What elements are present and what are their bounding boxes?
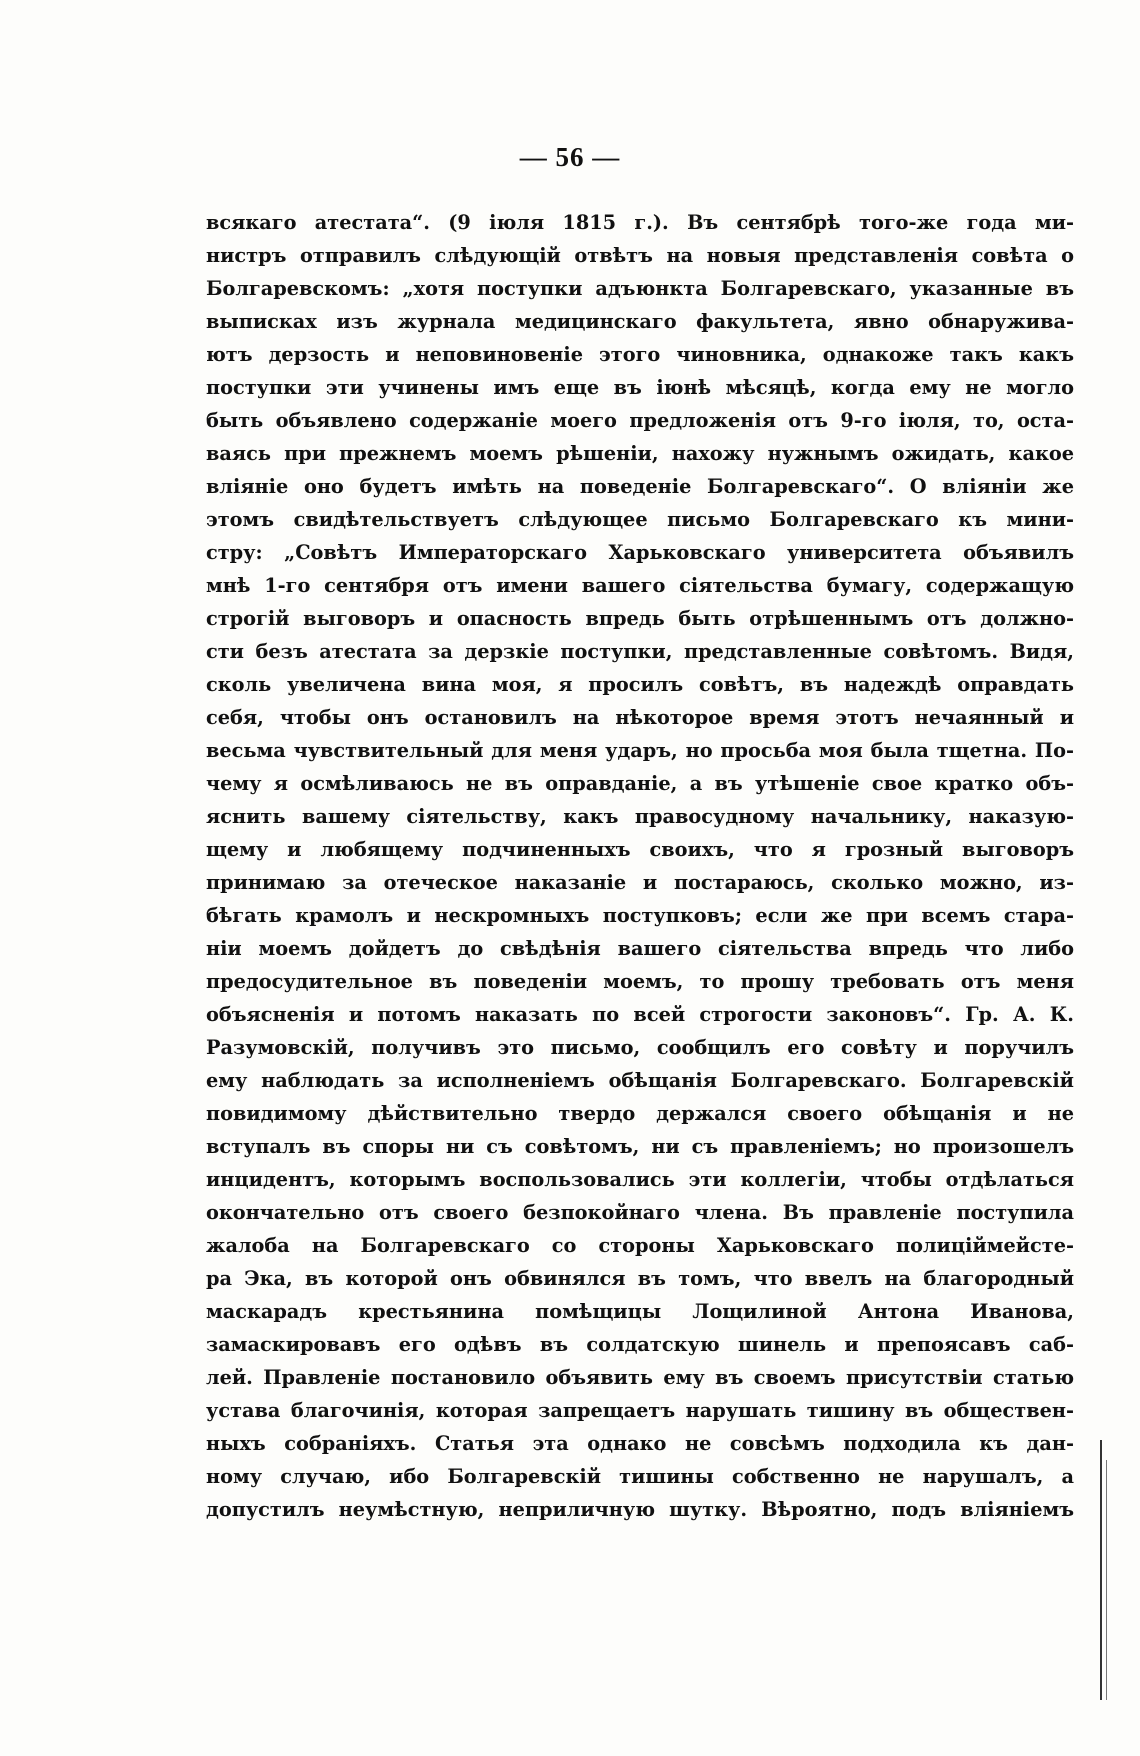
text-line: себя, чтобы онъ остановилъ на нѣкоторое время этотъ нечаянный и bbox=[206, 706, 1074, 729]
text-line: сколь увеличена вина моя, я просилъ совѣтъ, въ надеждѣ оправдать bbox=[206, 673, 1074, 696]
text-line: объясненiя и потомъ наказать по всей строгости законовъ“. Гр. А. К. bbox=[206, 1003, 1074, 1026]
text-line: строгiй выговоръ и опасность впредь быть отрѣшеннымъ отъ должно- bbox=[206, 607, 1074, 630]
text-line: вступалъ въ споры ни съ совѣтомъ, ни съ правленiемъ; но произошелъ bbox=[206, 1135, 1074, 1158]
text-line: всякаго атестата“. (9 iюля 1815 г.). Въ сентябрѣ того-же года ми- bbox=[206, 211, 1074, 234]
body-text bbox=[206, 206, 1074, 1526]
text-line: весьма чувствительный для меня ударъ, но просьба моя была тщетна. По- bbox=[206, 739, 1074, 762]
text-line: выписках изъ журнала медицинскаго факультета, явно обнаружива- bbox=[206, 310, 1074, 333]
text-line: этомъ свидѣтельствуетъ слѣдующее письмо Болгаревскаго къ мини- bbox=[206, 508, 1074, 531]
text-line: Болгаревскомъ: „хотя поступки адъюнкта Болгаревскаго, указанные въ bbox=[206, 277, 1074, 300]
text-line: чему я осмѣливаюсь не въ оправданiе, а въ утѣшенiе свое кратко объ- bbox=[206, 772, 1074, 795]
text-line: сти безъ атестата за дерзкiе поступки, представленные совѣтомъ. Видя, bbox=[206, 640, 1074, 663]
text-line: предосудительное въ поведенiи моемъ, то прошу требовать отъ меня bbox=[206, 970, 1074, 993]
text-line: маскарадъ крестьянина помѣщицы Лощилиной Антона Иванова, bbox=[206, 1300, 1074, 1323]
text-line: Разумовскiй, получивъ это письмо, сообщилъ его совѣту и поручилъ bbox=[206, 1036, 1074, 1059]
text-line: жалоба на Болгаревскаго со стороны Харьковскаго полицiймейсте- bbox=[206, 1234, 1074, 1257]
text-line: поступки эти учинены имъ еще въ iюнѣ мѣсяцѣ, когда ему не могло bbox=[206, 376, 1074, 399]
text-line: замаскировавъ его одѣвъ въ солдатскую шинель и препоясавъ саб- bbox=[206, 1333, 1074, 1356]
text-line: нистръ отправилъ слѣдующiй отвѣтъ на новыя представленiя совѣта о bbox=[206, 244, 1074, 267]
text-line: мнѣ 1-го сентября отъ имени вашего сiятельства бумагу, содержащую bbox=[206, 574, 1074, 597]
text-line: влiянiе оно будетъ имѣть на поведенiе Болгаревскаго“. О влiянiи же bbox=[206, 475, 1074, 498]
text-line: нiи моемъ дойдетъ до свѣдѣнiя вашего сiятельства впредь что либо bbox=[206, 937, 1074, 960]
text-line: окончательно отъ своего безпокойнаго члена. Въ правленiе поступила bbox=[206, 1201, 1074, 1224]
page-number: — 56 — bbox=[519, 142, 621, 172]
text-line: бѣгать крамолъ и нескромныхъ поступковъ; если же при всемъ стара- bbox=[206, 904, 1074, 927]
text-line: ныхъ собранiяхъ. Статья эта однако не совсѣмъ подходила къ дан- bbox=[206, 1432, 1074, 1455]
text-line: устава благочинiя, которая запрещаетъ нарушать тишину въ обществен- bbox=[206, 1399, 1074, 1422]
text-line: ваясь при прежнемъ моемъ рѣшенiи, нахожу нужнымъ ожидать, какое bbox=[206, 442, 1074, 465]
text-line: ному случаю, ибо Болгаревскiй тишины собственно не нарушалъ, а bbox=[206, 1465, 1074, 1488]
text-line: ра Эка, въ которой онъ обвинялся въ томъ, что ввелъ на благородный bbox=[206, 1267, 1074, 1290]
text-line: ютъ дерзость и неповиновенiе этого чиновника, однакоже такъ какъ bbox=[206, 343, 1074, 366]
text-line: инцидентъ, которымъ воспользовались эти коллегiи, чтобы отдѣлаться bbox=[206, 1168, 1074, 1191]
text-line: быть объявлено содержанiе моего предложенiя отъ 9-го iюля, то, оста- bbox=[206, 409, 1074, 432]
text-line: щему и любящему подчиненныхъ своихъ, что я грозный выговоръ bbox=[206, 838, 1074, 861]
text-line: ему наблюдать за исполненiемъ обѣщанiя Болгаревскаго. Болгаревскiй bbox=[206, 1069, 1074, 1092]
text-line: повидимому дѣйствительно твердо держался своего обѣщанiя и не bbox=[206, 1102, 1074, 1125]
text-line: лей. Правленiе постановило объявить ему въ своемъ присутствiи статью bbox=[206, 1366, 1074, 1389]
margin-scan-mark-secondary bbox=[1106, 1460, 1107, 1700]
text-line: стру: „Совѣтъ Императорскаго Харьковскаго университета объявилъ bbox=[206, 541, 1074, 564]
text-line: допустилъ неумѣстную, неприличную шутку. Вѣроятно, подъ влiянiемъ bbox=[206, 1498, 1074, 1521]
margin-scan-mark bbox=[1100, 1440, 1102, 1700]
text-line: принимаю за отеческое наказанiе и постараюсь, сколько можно, из- bbox=[206, 871, 1074, 894]
text-line: яснить вашему сiятельству, какъ правосудному начальнику, наказую- bbox=[206, 805, 1074, 828]
